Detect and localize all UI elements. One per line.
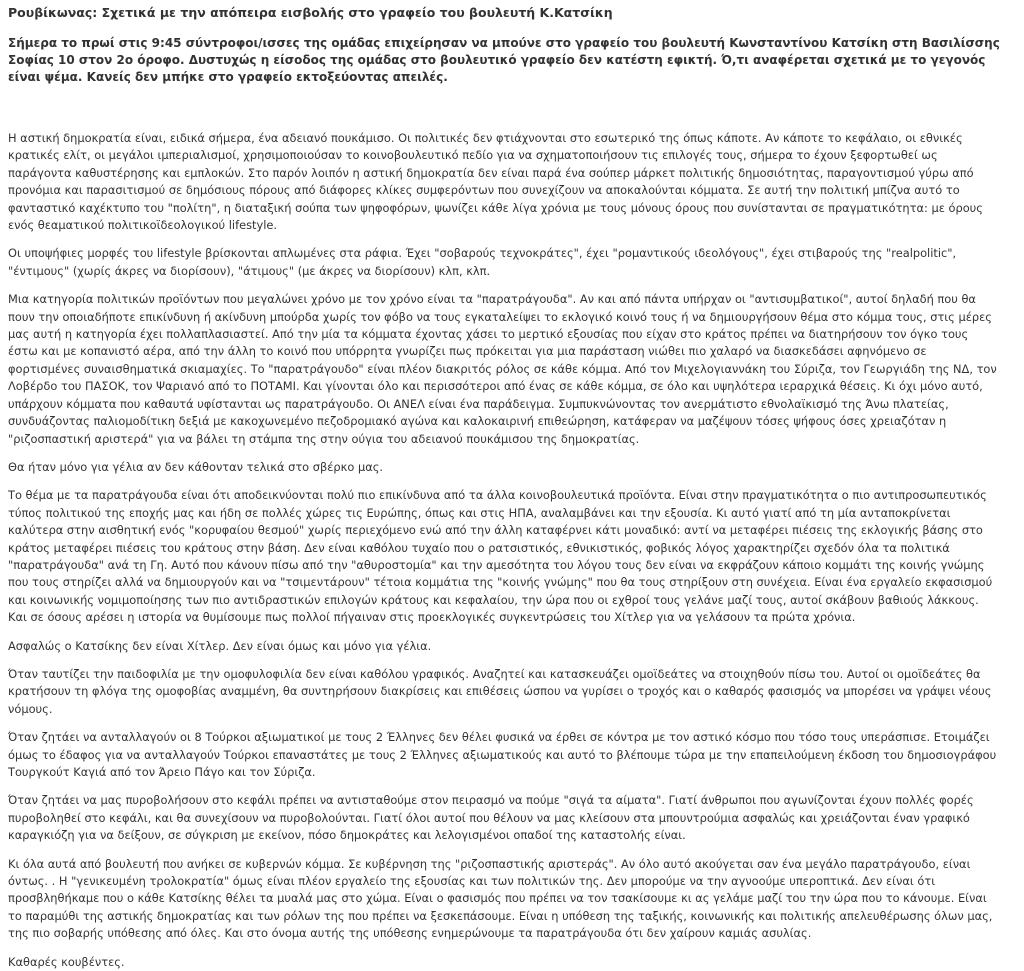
paragraph: Μια κατηγορία πολιτικών προϊόντων που μεγαλώνει χρόνο με τον χρόνο είναι τα "παρατράγουδα". Αν και από πάντα υπήρχαν οι "αντισυμβατικοί", αυτοί δηλαδή που θα πουν την οποιαδήποτε επικίνδυνη ή ακίνδυνη μπούρδα χωρίς τον φόβο να τους εγκαταλείψει το εκλογικό κοινό τους ή να δημιουργήσουν θέμα στο κόμμα τους, στις μέρες μας αυτή η κατηγορία έχει πολλαπλασιαστεί. Από την μία τα κόμματα έχοντας χάσει το μερτικό εξουσίας που είχαν στο κράτος πρέπει να διατηρήσουν τον όγκο τους έστω και με κοπανιστό αέρα, από την άλλη το κοινό που υπόρρητα γνωρίζει πως πρόκειται για μια παράσταση νιώθει πιο χαλαρό να διασκεδάσει αφηνόμενο σε φορτισμένες συναισθηματικά σκιαμαχίες. Το "παρατράγουδο" είναι πλέον διακριτός ρόλος σε κάθε κόμμα. Από τον Μιχελογιαννάκη του Σύριζα, τον Γεωργιάδη της ΝΔ, τον Λοβέρδο του ΠΑΣΟΚ, τον Ψαριανό από το ΠΟΤΑΜΙ. Και γίνονται όλο και περισσότεροι από ένας σε κάθε κόμμα, σε όλο και υψηλότερα ιεραρχικά θέσεις. Κι όχι μόνο αυτό, υπάρχουν κόμματα που καθαυτά υφίστανται ως παρατράγουδο. Οι ΑΝΕΛ είναι ένα παράδειγμα. Συμπυκνώνοντας τον ανερμάτιστο εθνολαϊκισμό της Άνω πλατείας, συνδυάζοντας παλιομοδίτικη δεξιά με κακοχωνεμένο πεζοδρομιακό αγώνα και καλοκαιρινή επιθεώρηση, κατάφεραν να μαζέψουν τόσες ψήφους όσες χρειαζόταν η "ριζοσπαστική αριστερά" για να βάλει τη στάμπα της στην ούγια του αδειανού πουκάμισου της δημοκρατίας. (8, 292, 997, 446)
article-notice: Σήμερα το πρωί στις 9:45 σύντροφοι/ισσες της ομάδας επιχείρησαν να μπούνε στο γραφείο του βουλευτή Κωνσταντίνου Κατσίκη στη Βασιλίσσης Σοφίας 10 στον 2ο όροφο. Δυστυχώς η είσοδος της ομάδας στο βουλευτικό γραφείο δεν κατέστη εφικτή. Ό,τι αναφέρεται σχετικά με το γεγονός είναι ψέμα. Κανείς δεν μπήκε στο γραφείο εκτοξεύοντας απειλές. (8, 36, 1000, 84)
paragraph: Καθαρές κουβέντες. (8, 954, 125, 969)
paragraph: Το θέμα με τα παρατράγουδα είναι ότι αποδεικνύονται πολύ πιο επικίνδυνα από τα άλλα κοινοβουλευτικά προϊόντα. Είναι στην πραγματικότητα ο πιο αντιπροσωπευτικός τύπος πολιτικού της εποχής μας και ήδη σε πολλές χώρες τις Ευρώπης, όπως και στις ΗΠΑ, αναλαμβάνει και την εξουσία. Κι αυτό γιατί από τη μία ανταποκρίνεται καλύτερα στην αισθητική ενός "κορυφαίου θεσμού" χωρίς περιεχόμενο ενώ από την άλλη καταφέρνει κάτι μοναδικό: αντί να μεταφέρει πιέσεις της εκλογικής βάσης στο κράτος μεταφέρει πιέσεις του κράτους στην βάση. Δεν είναι καθόλου τυχαίο που ο ρατσιστικός, εθνικιστικός, φοβικός λόγος χαρακτηρίζει σχεδόν όλα τα πολιτικά "παρατράγουδα" ανά τη Γη. Αυτό που κάνουν πίσω από την "αθυροστομία" και την αμεσότητα του λόγου τους δεν είναι να εκφράζουν κάποιο κομμάτι της κοινής γνώμης που τους στηρίζει αλλά να δημιουργούν και να "τσιμεντάρουν" τέτοια κομμάτια της "κοινής γνώμης" που θα τους στηρίξουν στη συνέχεια. Είναι ένα εργαλείο εκφασισμού και κοινωνικής νομιμοποίησης των πιο αντιδραστικών επιλογών κράτους και κεφαλαίου, την ώρα που οι εχθροί τους γελάνε μαζί τους, αυτοί σκάβουν βαθιούς λάκκους. Και σε όσους αρέσει η ιστορία να θυμίσουμε πως πολλοί πήγαιναν στις προεκλογικές συγκεντρώσεις του Χίτλερ για να γελάσουν τα πρώτα χρόνια. (8, 488, 993, 625)
paragraph: Όταν ταυτίζει την παιδοφιλία με την ομοφυλοφιλία δεν είναι καθόλου γραφικός. Αναζητεί και κατασκευάζει ομοϊδεάτες να στοιχηθούν πίσω του. Αυτοί οι ομοϊδεάτες θα κρατήσουν τη φλόγα της ομοφοβίας αναμμένη, θα συντηρήσουν διακρίσεις και επιθέσεις ώσπου να γυρίσει ο τροχός και ο καθαρός φασισμός να μπορέσει να γράψει νέους νόμους. (8, 666, 992, 716)
paragraph: Κι όλα αυτά από βουλευτή που ανήκει σε κυβερνών κόμμα. Σε κυβέρνηση της "ριζοσπαστικής αριστεράς". Αν όλο αυτό ακούγεται σαν ένα μεγάλο παρατράγουδο, είναι όντως. . Η "γενικευμένη τρολοκρατία" όμως είναι πλέον εργαλείο της εξουσίας και των πολιτικών της. Δεν μπορούμε να την αγνοούμε υπεροπτικά. Δεν είναι ότι προσβληθήκαμε που ο κάθε Κατσίκης θέλει τα μυαλά μας στο χώμα. Είναι ο φασισμός που πρέπει να τον τσακίσουμε κι ας γελάμε μαζί του την ώρα που το κάνουμε. Είναι το παραμύθι της αστικής δημοκρατίας και των ρόλων της που πρέπει να ξεσκεπάσουμε. Είναι η υπόθεση της ταξικής, κοινωνικής και πολιτικής απελευθέρωσης όλων μας, της πιο σοβαρής υπόθεσης από όλες. Και στο όνομα αυτής της υπόθεσης ενημερώνουμε τα παρατράγουδα ότι δεν χαίρουν καμιάς ασυλίας. (8, 856, 993, 941)
paragraph: Η αστική δημοκρατία είναι, ειδικά σήμερα, ένα αδειανό πουκάμισο. Οι πολιτικές δεν φτιάχνονται στο εσωτερικό της όπως κάποτε. Αν κάποτε το κεφάλαιο, οι εθνικές κρατικές ελίτ, οι μεγάλοι ιμπεριαλισμοί, χρησιμοποιούσαν το κοινοβουλευτικό πεδίο για να σχηματοποιήσουν τις επιλογές τους, σήμερα το έχουν ξεφορτωθεί ως παράγοντα καθυστέρησης και εμπλοκών. Στο παρόν λοιπόν η αστική δημοκρατία δεν είναι παρά ένα σούπερ μάρκετ πολιτικής δημοσιότητας, παραγοντισμού γύρω από προνόμια και παρασιτισμού σε δημόσιους πόρους από διάφορες κλίκες συμφερόντων που συνεχίζουν να αποκαλούνται κόμματα. Σε αυτή την πολιτική μπίζνα αυτό το φανταστικό καχέκτυπο του "πολίτη", η διαταξική σούπα των ψηφοφόρων, ψωνίζει κάθε λίγα χρόνια με τους μόνους όρους που συνίστανται σε πραγματικότητα: με όρους ενός θεαματικού πολιτικοϊδεολογικού lifestyle. (8, 131, 983, 233)
article-title: Ρουβίκωνας: Σχετικά με την απόπειρα εισβολής στο γραφείο του βουλευτή Κ.Κατσίκη (8, 5, 613, 20)
paragraph: Οι υποψήφιες μορφές του lifestyle βρίσκονται απλωμένες στα ράφια. Έχει "σοβαρούς τεχνοκράτες", έχει "ρομαντικούς ιδεολόγους", έχει στιβαρούς της "realpolitic", "έντιμους" (χωρίς άκρες να διορίσουν), "άτιμους" (με άκρες να διορίσουν) κλπ, κλπ. (8, 246, 957, 278)
paragraph: Ασφαλώς ο Κατσίκης δεν είναι Χίτλερ. Δεν είναι όμως και μόνο για γέλια. (8, 638, 432, 653)
paragraph: Όταν ζητάει να ανταλλαγούν οι 8 Τούρκοι αξιωματικοί με τους 2 Έλληνες δεν θέλει φυσικά να έρθει σε κόντρα με τον αστικό κόσμο που τόσο τους υπεράσπισε. Ετοιμάζει όμως το έδαφος για να ανταλλαγούν Τούρκοι επαναστάτες με τους 2 Έλληνες αξιωματικούς και αυτό το βλέπουμε τώρα με την επαπειλούμενη έκδοση του δημοσιογράφου Τουργκούτ Καγιά από τον Άρειο Πάγο και τον Σύριζα. (8, 730, 997, 779)
paragraph: Θα ήταν μόνο για γέλια αν δεν κάθονταν τελικά στο σβέρκο μας. (8, 459, 384, 474)
article-page (8, 0, 1000, 969)
paragraph: Όταν ζητάει να μας πυροβολήσουν στο κεφάλι πρέπει να αντισταθούμε στον πειρασμό να πούμε "σιγά τα αίματα". Γιατί άνθρωποι που αγωνίζονται έχουν πολλές φορές πυροβοληθεί στο κεφάλι, και θα συνεχίσουν να πυροβολούνται. Γιατί όλοι αυτοί που θέλουν να μας κλείσουν στα μπουντρούμια ασφαλώς και χρειάζονται έναν γραφικό καραγκιόζη για να δείξουν, σε σύγκριση με εκείνον, πόσο δημοκράτες και λελογισμένοι οπαδοί της καταστολής είναι. (8, 793, 974, 843)
article-body (8, 130, 1000, 971)
